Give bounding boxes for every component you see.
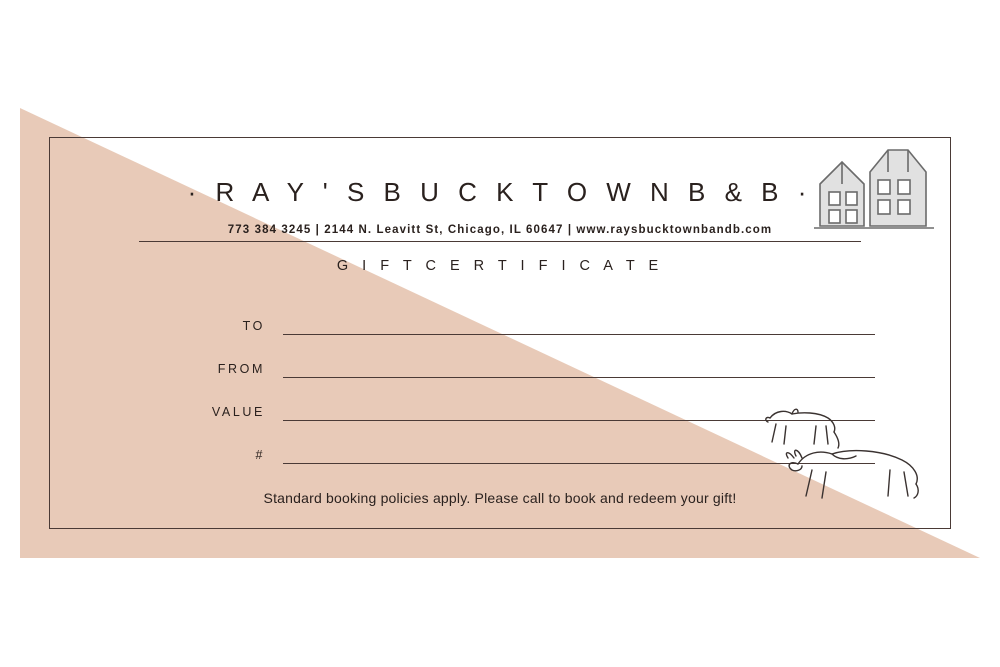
field-label-to: TO [242,319,265,333]
field-line-from[interactable] [283,355,875,378]
gift-certificate-card [20,108,980,558]
field-label-value: VALUE [211,405,265,419]
cattle-icon [762,402,942,502]
field-label-from: FROM [217,362,265,376]
field-row-to [197,292,875,335]
brand-title: · R A Y ' S B U C K T O W N B & B · [187,177,813,207]
field-label-number: # [255,448,265,462]
policy-text: Standard booking policies apply. Please call to book and redeem your gift! [263,490,737,506]
certificate-subtitle: G I F T C E R T I F I C A T E [336,258,664,274]
divider-rule [139,241,861,242]
field-row-from [197,335,875,378]
field-line-to[interactable] [283,312,875,335]
houses-icon [812,136,940,236]
contact-line: 773 384 3245 | 2144 N. Leavitt St, Chicago, IL 60647 | www.raysbucktownbandb.com [227,224,773,236]
